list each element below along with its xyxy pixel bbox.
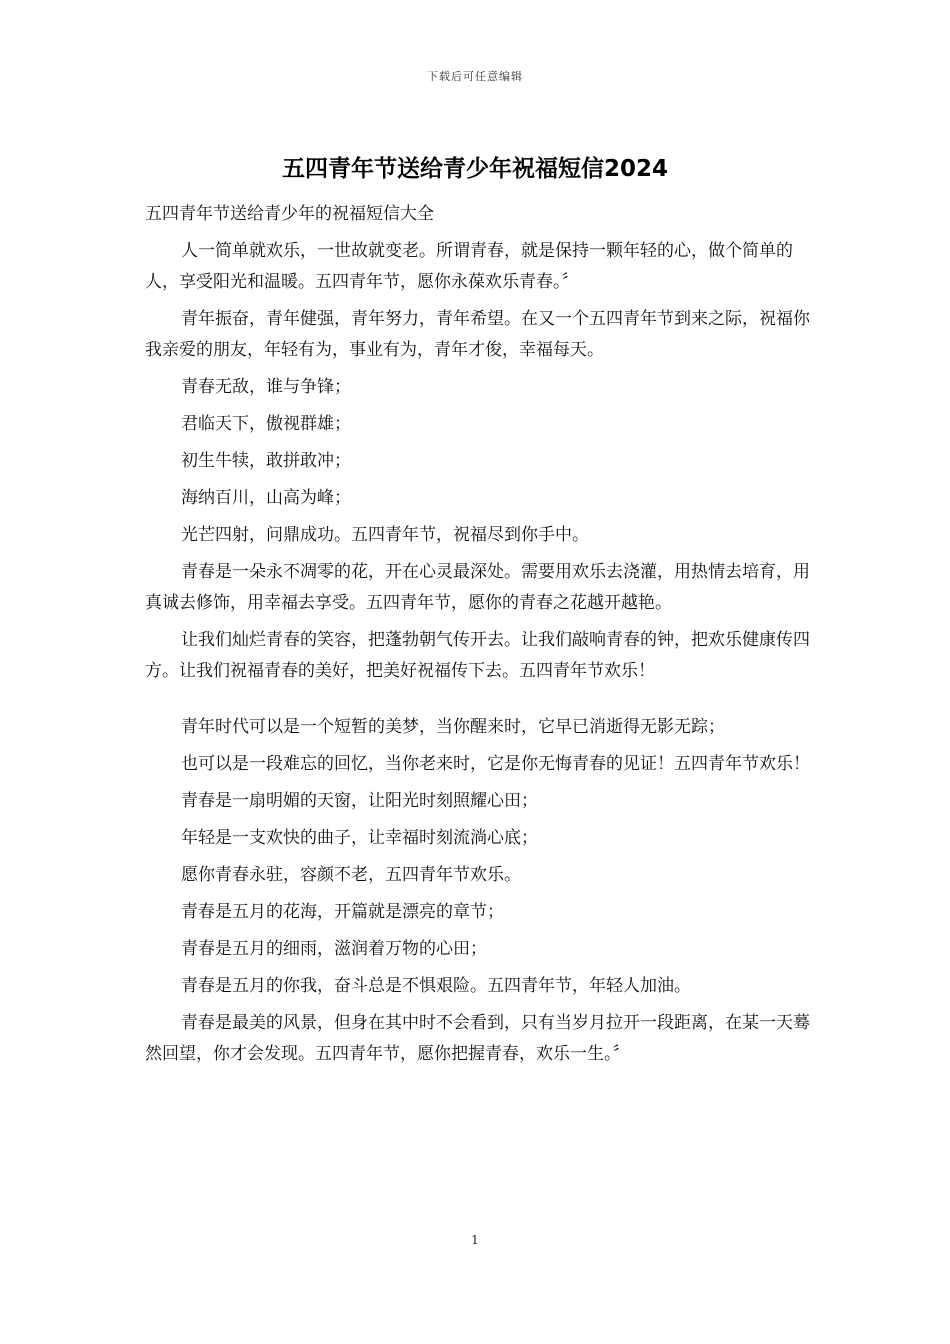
paragraph: 让我们灿烂青春的笑容，把蓬勃朝气传开去。让我们敲响青春的钟，把欢乐健康传四方。让我们祝福青春的美好，把美好祝福传下去。五四青年节欢乐！ [145, 630, 810, 681]
paragraph: 初生牛犊，敢拼敢冲； [181, 451, 351, 471]
page-number: 1 [471, 1233, 479, 1247]
paragraph: 青春是五月的细雨，滋润着万物的心田； [181, 939, 487, 959]
paragraph: 海纳百川，山高为峰； [181, 488, 351, 508]
document-title: 五四青年节送给青少年祝福短信2024 [281, 156, 668, 182]
paragraph: 青春是五月的你我，奋斗总是不惧艰险。五四青年节，年轻人加油。 [181, 976, 691, 996]
paragraph: 青年时代可以是一个短暂的美梦，当你醒来时，它早已消逝得无影无踪； [181, 717, 725, 737]
paragraph: 也可以是一段难忘的回忆，当你老来时，它是你无悔青春的见证！五四青年节欢乐！ [181, 754, 810, 774]
paragraph: 青春是最美的风景，但身在其中时不会看到，只有当岁月拉开一段距离，在某一天蓦然回望，你才会发现。五四青年节，愿你把握青春，欢乐一生。〞 [145, 1013, 810, 1064]
paragraph: 青春是一扇明媚的天窗，让阳光时刻照耀心田； [181, 791, 538, 811]
paragraph: 青春是五月的花海，开篇就是漂亮的章节； [181, 902, 504, 922]
paragraph: 君临天下，傲视群雄； [181, 414, 351, 434]
paragraph: 青春是一朵永不凋零的花，开在心灵最深处。需要用欢乐去浇灌，用热情去培育，用真诚去修饰，用幸福去享受。五四青年节，愿你的青春之花越开越艳。 [145, 562, 810, 613]
paragraph: 愿你青春永驻，容颜不老，五四青年节欢乐。 [181, 865, 521, 885]
paragraph: 青春无敌，谁与争锋； [181, 377, 351, 397]
paragraph: 光芒四射，问鼎成功。五四青年节，祝福尽到你手中。 [181, 525, 589, 545]
paragraph: 人一简单就欢乐，一世故就变老。所谓青春，就是保持一颗年轻的心，做个简单的人，享受阳光和温暖。五四青年节，愿你永葆欢乐青春。〞 [145, 241, 793, 292]
paragraph: 年轻是一支欢快的曲子，让幸福时刻流淌心底； [181, 828, 538, 848]
document-subtitle: 五四青年节送给青少年的祝福短信大全 [145, 204, 434, 224]
paragraph: 青年振奋，青年健强，青年努力，青年希望。在又一个五四青年节到来之际，祝福你我亲爱的朋友，年轻有为，事业有为，青年才俊，幸福每天。 [145, 309, 810, 360]
document-body [145, 199, 810, 1076]
page-header-note: 下载后可任意编辑 [427, 70, 523, 83]
